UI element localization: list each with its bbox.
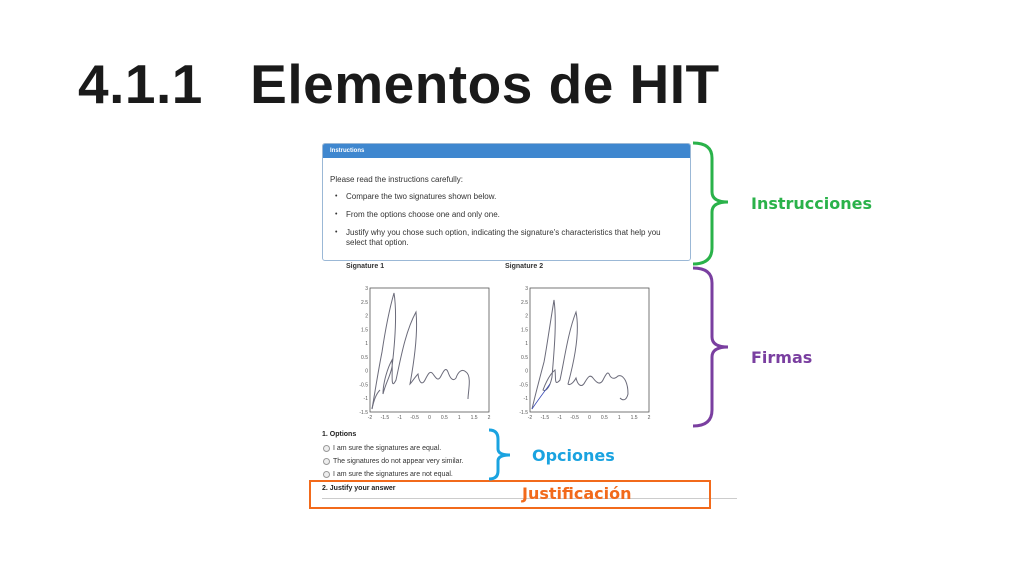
x-tick-label: 1 [617, 415, 621, 421]
y-tick-label: -1.5 [359, 410, 368, 416]
y-tick-label: 2 [525, 313, 528, 320]
x-tick-label: 2 [487, 415, 491, 421]
options-title: 1. Options [322, 431, 357, 438]
y-tick-label: -1.5 [519, 410, 528, 416]
option-label: I am sure the signatures are equal. [333, 445, 442, 452]
y-tick-label: 1.5 [361, 327, 368, 334]
y-ticks [519, 286, 528, 416]
x-ticks [368, 415, 491, 421]
x-tick-label: -1.5 [380, 415, 390, 421]
x-tick-label: -0.5 [570, 415, 579, 421]
x-tick-label: -1 [397, 415, 402, 421]
radio-button[interactable] [323, 458, 330, 465]
y-tick-label: 2.5 [361, 299, 368, 306]
option-row[interactable] [323, 471, 453, 478]
y-tick-label: 1 [525, 341, 528, 348]
slide-title: 4.1.1 Elementos de HIT [78, 53, 720, 115]
instructions-header: Instructions [323, 144, 690, 158]
y-tick-label: 1 [365, 341, 368, 348]
x-ticks [528, 415, 651, 421]
instrucciones-label: Instrucciones [751, 194, 873, 213]
signature-2-label: Signature 2 [505, 263, 544, 270]
signature-1-label: Signature 1 [346, 263, 385, 270]
justificacion-label: Justificación [522, 484, 632, 503]
y-tick-label: 0.5 [361, 354, 368, 361]
x-tick-label: -2 [367, 415, 373, 421]
x-tick-label: -1 [557, 415, 562, 421]
x-tick-label: -2 [527, 415, 533, 421]
instructions-panel [322, 143, 691, 261]
option-label: I am sure the signatures are not equal. [333, 471, 453, 478]
x-tick-label: 0.5 [440, 415, 448, 421]
instructions-intro: Please read the instructions carefully: [330, 175, 463, 184]
y-tick-label: 3 [525, 286, 528, 292]
option-label: The signatures do not appear very similar. [333, 458, 464, 465]
x-tick-label: 1.5 [630, 415, 638, 421]
instruction-item: • Justify why you chose such option, indicating the signature's characteristics that help you select that option. [335, 228, 683, 248]
y-tick-label: -0.5 [519, 382, 528, 389]
radio-button[interactable] [323, 445, 330, 452]
y-tick-label: 0 [365, 368, 368, 375]
signature-2-plot [510, 282, 655, 427]
opciones-brace [486, 427, 526, 482]
y-tick-label: 3 [365, 286, 368, 292]
x-tick-label: 2 [647, 415, 651, 421]
y-tick-label: 0 [525, 368, 528, 375]
signature-1-plot [350, 282, 495, 427]
y-tick-label: 0.5 [521, 354, 528, 361]
y-ticks [359, 286, 368, 416]
y-tick-label: 2 [365, 313, 368, 320]
radio-button[interactable] [323, 471, 330, 478]
x-tick-label: -0.5 [410, 415, 419, 421]
y-tick-label: -1 [523, 396, 528, 403]
option-row[interactable] [323, 445, 441, 452]
y-tick-label: 1.5 [521, 327, 528, 334]
plot-frame [370, 288, 489, 412]
y-tick-label: -0.5 [359, 382, 368, 389]
x-tick-label: 0.5 [600, 415, 608, 421]
x-tick-label: 0 [588, 415, 591, 421]
firmas-brace [690, 265, 740, 430]
x-tick-label: -1.5 [540, 415, 550, 421]
instruction-item: • From the options choose one and only one. [335, 210, 683, 220]
instructions-list [335, 192, 683, 256]
firmas-label: Firmas [751, 348, 813, 367]
option-row[interactable] [323, 458, 463, 465]
instrucciones-brace [690, 140, 740, 268]
justificacion-highlight-box [309, 480, 711, 509]
x-tick-label: 1.5 [470, 415, 478, 421]
opciones-label: Opciones [532, 446, 615, 465]
justify-title: 2. Justify your answer [322, 485, 396, 492]
x-tick-label: 1 [457, 415, 461, 421]
y-tick-label: -1 [363, 396, 368, 403]
instruction-item: • Compare the two signatures shown below. [335, 192, 683, 202]
x-tick-label: 0 [428, 415, 431, 421]
y-tick-label: 2.5 [521, 299, 528, 306]
plot-frame [530, 288, 649, 412]
